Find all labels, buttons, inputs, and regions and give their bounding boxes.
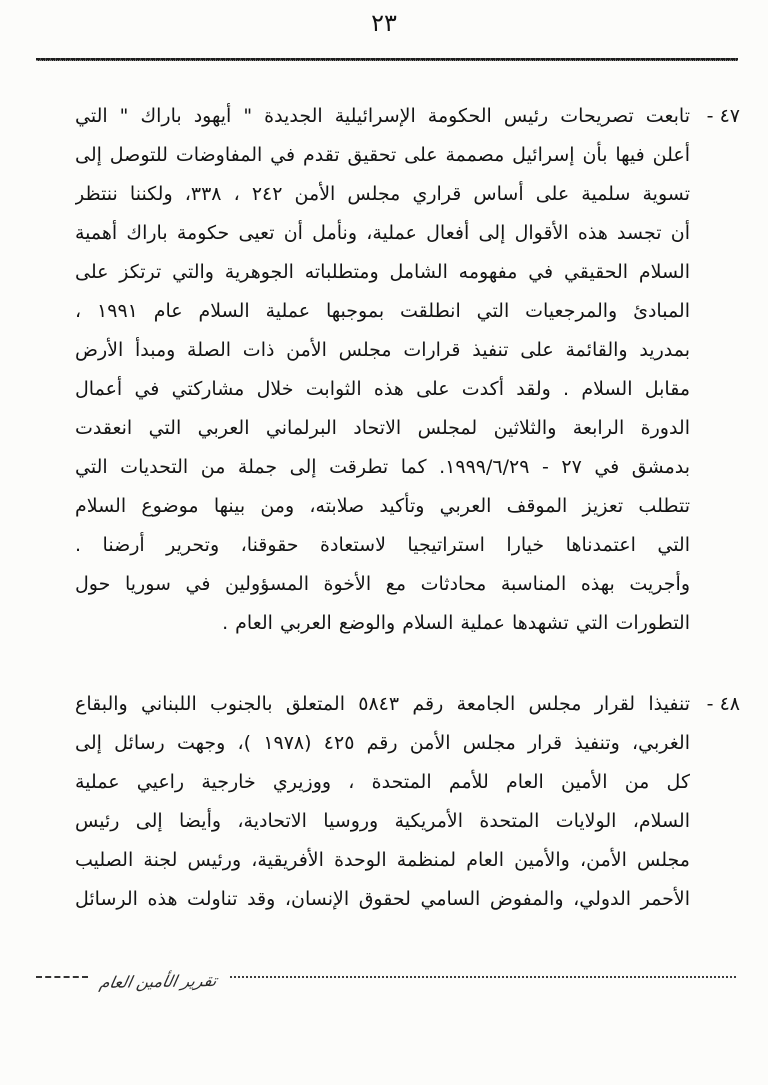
paragraph-47 — [75, 97, 740, 643]
text-line: السلام، الولايات المتحدة الأمريكية وروسيا الاتحادية، وأيضا إلى رئيس — [75, 810, 690, 832]
text-line: وأجريت بهذه المناسبة محادثات مع الأخوة المسؤولين في سوريا حول — [75, 573, 690, 595]
text-line: كل من الأمين العام للأمم المتحدة ، ووزيري خارجية راعيي عملية — [75, 771, 690, 793]
text-line: بدمشق في ٢٧ - ١٩٩٩/٦/٢٩. كما تطرقت إلى جملة من التحديات التي — [75, 456, 690, 478]
footer — [36, 960, 736, 994]
paragraph-text — [75, 97, 690, 643]
text-line: التطورات التي تشهدها عملية السلام والوضع العربي العام . — [222, 612, 690, 634]
text-line: التي اعتمدناها خيارا استراتيجيا لاستعادة حقوقنا، وتحرير أرضنا . — [75, 534, 690, 556]
text-line: تنفيذا لقرار مجلس الجامعة رقم ٥٨٤٣ المتعلق بالجنوب اللبناني والبقاع — [75, 693, 690, 715]
paragraph-48 — [75, 685, 740, 919]
text-line: الأحمر الدولي، والمفوض السامي لحقوق الإنسان، وقد تناولت هذه الرسائل — [75, 888, 690, 910]
text-line: الغربي، وتنفيذ قرار مجلس الأمن رقم ٤٢٥ (١٩٧٨ )، وجهت رسائل إلى — [75, 732, 690, 754]
text-line: مقابل السلام . ولقد أكدت على هذه الثوابت خلال مشاركتي في أعمال — [75, 378, 690, 400]
document-body — [75, 97, 740, 919]
footer-rule-dotted — [230, 976, 736, 978]
text-line: أعلن فيها بأن إسرائيل مصممة على تحقيق تقدم في المفاوضات للتوصل إلى — [75, 144, 690, 166]
text-line: مجلس الأمن، والأمين العام لمنظمة الوحدة الأفريقية، ورئيس لجنة الصليب — [75, 849, 690, 871]
footer-signature: تقرير الأمين العام — [97, 970, 219, 992]
text-line: المبادئ والمرجعيات التي انطلقت بموجبها عملية السلام عام ١٩٩١ ، — [75, 300, 690, 322]
text-line: بمدريد والقائمة على تنفيذ قرارات مجلس الأمن ذات الصلة ومبدأ الأرض — [75, 339, 690, 361]
text-line: أن تجسد هذه الأقوال إلى أفعال عملية، ونأمل أن تعيى حكومة باراك أهمية — [75, 222, 690, 244]
text-line: السلام الحقيقي في مفهومه الشامل ومتطلباته الجوهرية والتي ترتكز على — [75, 261, 690, 283]
paragraph-text — [75, 685, 690, 919]
page-number: ٢٣ — [371, 9, 397, 37]
header-rule — [36, 58, 738, 61]
text-line: الدورة الرابعة والثلاثين لمجلس الاتحاد البرلماني العربي التي انعقدت — [75, 417, 690, 439]
paragraph-number: ٤٨ - — [706, 693, 740, 715]
footer-rule-short — [36, 976, 88, 978]
text-line: تتطلب تعزيز الموقف العربي وتأكيد صلابته، ومن بينها موضوع السلام — [75, 495, 690, 517]
text-line: تسوية سلمية على أساس قراري مجلس الأمن ٢٤٢ ، ٣٣٨، ولكننا ننتظر — [75, 183, 690, 205]
text-line: تابعت تصريحات رئيس الحكومة الإسرائيلية الجديدة " أيهود باراك " التي — [75, 105, 690, 127]
paragraph-number: ٤٧ - — [706, 105, 740, 127]
